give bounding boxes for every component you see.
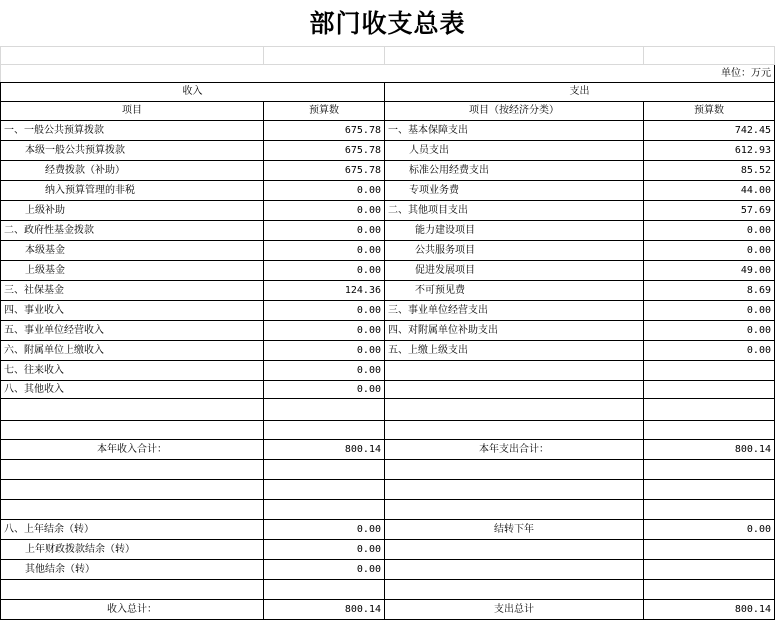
carry-value: 0.00 [264, 520, 385, 540]
fiscal-carry-value: 0.00 [264, 540, 385, 560]
income-item: 上级基金 [1, 261, 264, 281]
income-value: 0.00 [264, 201, 385, 221]
income-item: 纳入预算管理的非税 [1, 181, 264, 201]
unit-label: 单位：万元 [1, 65, 775, 83]
income-total: 800.14 [264, 600, 385, 620]
income-item: 四、事业收入 [1, 301, 264, 321]
year-income-label: 本年收入合计： [1, 440, 264, 460]
expense-item: 能力建设项目 [385, 221, 644, 241]
table-row [1, 141, 775, 161]
table-row [1, 201, 775, 221]
expense-value: 85.52 [644, 161, 775, 181]
expense-budget-header: 预算数 [644, 102, 775, 121]
expense-value: 612.93 [644, 141, 775, 161]
income-value: 0.00 [264, 381, 385, 399]
income-value: 0.00 [264, 321, 385, 341]
table-row [1, 321, 775, 341]
expense-total-label: 支出总计 [385, 600, 644, 620]
expense-item: 五、上缴上级支出 [385, 341, 644, 361]
carry-row [1, 520, 775, 540]
income-item: 二、政府性基金拨款 [1, 221, 264, 241]
expense-value: 0.00 [644, 301, 775, 321]
expense-value: 49.00 [644, 261, 775, 281]
income-value: 675.78 [264, 161, 385, 181]
income-value: 0.00 [264, 341, 385, 361]
carry-forward-label: 结转下年 [385, 520, 644, 540]
table-row [1, 241, 775, 261]
expense-item: 四、对附属单位补助支出 [385, 321, 644, 341]
expense-item: 一、基本保障支出 [385, 121, 644, 141]
carry-label: 八、上年结余（转） [1, 520, 264, 540]
table-row [1, 560, 775, 580]
other-carry-label: 其他结余（转） [1, 560, 264, 580]
income-item: 一、一般公共预算拨款 [1, 121, 264, 141]
income-value: 0.00 [264, 301, 385, 321]
income-value: 675.78 [264, 121, 385, 141]
table-row [1, 301, 775, 321]
income-value: 675.78 [264, 141, 385, 161]
table-row [1, 381, 775, 399]
expense-item [385, 361, 644, 381]
expense-value: 0.00 [644, 221, 775, 241]
year-expense-label: 本年支出合计： [385, 440, 644, 460]
income-value: 0.00 [264, 181, 385, 201]
expense-item: 二、其他项目支出 [385, 201, 644, 221]
expense-value: 57.69 [644, 201, 775, 221]
expense-item: 人员支出 [385, 141, 644, 161]
table-row [1, 281, 775, 301]
income-header: 收入 [1, 83, 385, 102]
table-row [1, 221, 775, 241]
income-item: 八、其他收入 [1, 381, 264, 399]
expense-item-header: 项目（按经济分类） [385, 102, 644, 121]
table-row [1, 181, 775, 201]
expense-value [644, 381, 775, 399]
expense-value: 742.45 [644, 121, 775, 141]
budget-summary-table [0, 46, 775, 620]
income-value: 124.36 [264, 281, 385, 301]
carry-forward-value: 0.00 [644, 520, 775, 540]
grand-total-row [1, 600, 775, 620]
table-row [1, 341, 775, 361]
other-carry-value: 0.00 [264, 560, 385, 580]
page-title: 部门收支总表 [309, 9, 466, 38]
income-value: 0.00 [264, 261, 385, 281]
year-total-row [1, 440, 775, 460]
year-income-total: 800.14 [264, 440, 385, 460]
income-value: 0.00 [264, 221, 385, 241]
expense-total: 800.14 [644, 600, 775, 620]
income-item: 三、社保基金 [1, 281, 264, 301]
income-total-label: 收入总计： [1, 600, 264, 620]
table-row [1, 261, 775, 281]
table-row [1, 540, 775, 560]
expense-value: 0.00 [644, 341, 775, 361]
expense-header: 支出 [385, 83, 775, 102]
expense-item: 促进发展项目 [385, 261, 644, 281]
expense-item: 标准公用经费支出 [385, 161, 644, 181]
income-item: 上级补助 [1, 201, 264, 221]
expense-item [385, 381, 644, 399]
fiscal-carry-label: 上年财政拨款结余（转） [1, 540, 264, 560]
expense-value: 44.00 [644, 181, 775, 201]
year-expense-total: 800.14 [644, 440, 775, 460]
table-row [1, 361, 775, 381]
income-item: 本级一般公共预算拨款 [1, 141, 264, 161]
income-item: 五、事业单位经营收入 [1, 321, 264, 341]
table-row [1, 121, 775, 141]
expense-item: 公共服务项目 [385, 241, 644, 261]
expense-value: 8.69 [644, 281, 775, 301]
income-item: 本级基金 [1, 241, 264, 261]
expense-value: 0.00 [644, 241, 775, 261]
income-value: 0.00 [264, 241, 385, 261]
income-item: 七、往来收入 [1, 361, 264, 381]
income-value: 0.00 [264, 361, 385, 381]
expense-item: 不可预见费 [385, 281, 644, 301]
table-row [1, 161, 775, 181]
income-item-header: 项目 [1, 102, 264, 121]
income-budget-header: 预算数 [264, 102, 385, 121]
expense-item: 专项业务费 [385, 181, 644, 201]
income-item: 六、附属单位上缴收入 [1, 341, 264, 361]
expense-item: 三、事业单位经营支出 [385, 301, 644, 321]
expense-value: 0.00 [644, 321, 775, 341]
income-item: 经费拨款（补助） [1, 161, 264, 181]
expense-value [644, 361, 775, 381]
